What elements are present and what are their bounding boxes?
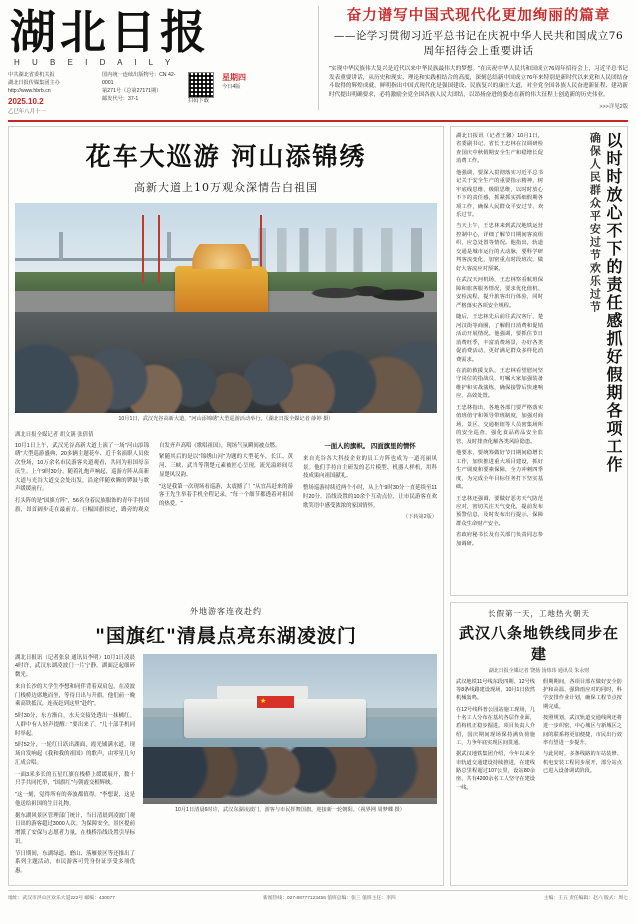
- lead-para-4: 来自光谷各大科技企业的员工方阵也成为一道亮丽风景。他们手持自主研发的芯片模型、机器人样机，用科技成果向祖国献礼。: [303, 455, 437, 480]
- masthead-issue: [102, 72, 180, 116]
- banner-pole-1: [142, 215, 144, 282]
- right-bottom-body: [456, 678, 622, 880]
- page-body: [8, 126, 628, 886]
- story2-body: [15, 654, 135, 879]
- issue-date: 2025.10.2: [8, 96, 44, 106]
- lead-subheadline: 高新大道上10万观众深情告白祖国: [134, 180, 318, 194]
- story2-kicker: 外地游客连夜赴约: [190, 606, 262, 616]
- masthead: [8, 6, 628, 122]
- masthead-meta: [8, 72, 318, 116]
- issue-line2: 第271号（总第27171期）: [102, 87, 162, 94]
- lead-headline[interactable]: 花车大巡游 河山添锦绣: [85, 141, 367, 171]
- lead-para-1: 打头阵的是"国旗方阵"，56名身着民族服饰的青年手持国旗，昂首阔步走在最前方。巨幅国旗掠过，路旁的观众自发齐声高唱《歌唱祖国》，现场气氛瞬间被点燃。: [15, 442, 281, 513]
- boat-graphic: [184, 699, 366, 738]
- lead-photo-caption: 10月1日，武汉光谷高新大道，"河山添锦绣"大型巡游活动举行。（湖北日报全媒记者 薛婷 摄）: [118, 415, 334, 422]
- bridge-tower-right: [167, 232, 171, 260]
- top-more-link[interactable]: >>>详见2版: [599, 103, 628, 110]
- lead-photo: [15, 203, 437, 413]
- publisher-line1: 中共湖北省委机关报: [8, 72, 55, 79]
- right-bottom-byline: 湖北日报全媒记者 饶扬 汤炜玮 通讯员 朱永财: [488, 667, 590, 674]
- photo2-people: [143, 747, 437, 798]
- story2-photo-caption: 10月1日清晨6时许，武汉东湖凌波门，游客与市民挥舞国旗，迎接新一轮朝阳。（视界网 周梦蝶 摄）: [175, 806, 405, 813]
- right-bottom-article: [450, 602, 628, 886]
- newspaper-pinyin: H U B E I D A I L Y: [14, 58, 176, 68]
- page-footer: [8, 890, 628, 901]
- publisher-url[interactable]: http://www.hbrb.cn: [8, 87, 51, 94]
- right-top-para-0: 他强调，要深入贯彻落实习近平总书记关于安全生产的重要指示精神，树牢底线思维、极限思维，以时时放心不下的责任感，抓紧抓实抓细假期各项工作，确保人民群众平安过节、欢乐过节。: [456, 169, 543, 219]
- right-bottom-para-1: 在12号线科普公园站施工现场，几十名工人分布在基坑各层作业面，盾构机正稳步掘进。项目负责人介绍，国庆期间现场保持满负荷施工，力争年底实现区间贯通。: [456, 706, 535, 746]
- qr-code-icon[interactable]: [188, 72, 214, 98]
- right-column: [444, 126, 628, 886]
- right-bottom-para-4: 按照规划，武汉轨道交通线网还将进一步织密，中心城区与新城区之间的联系将更加便捷，市民出行效率有望进一步提升。: [543, 715, 622, 746]
- story2-block: [15, 654, 437, 879]
- right-top-para-7: 王忠林还强调，要做好恶劣天气防范应对，密切关注天气变化，提前发布预警信息，及时发布出行提示，保障群众生命财产安全。: [456, 495, 543, 527]
- top-headline[interactable]: 奋力谱写中国式现代化更加绚丽的篇章: [346, 7, 611, 24]
- right-top-body: [456, 132, 548, 590]
- china-flag-icon: [257, 696, 293, 708]
- lead-jump-note: （下转第2版）: [402, 514, 437, 521]
- right-top-para-8: 省政府秘书长及有关部门负责同志参加调研。: [456, 532, 543, 547]
- story2-headline[interactable]: "国旗红"清晨点亮东湖凌波门: [95, 624, 357, 647]
- right-top-title-wrap: [548, 132, 622, 590]
- publisher-line2: 湖北日报传媒集团主办: [8, 80, 60, 87]
- story2-byline: 湖北日报讯（记者张泉 通讯员李明）10月1日凌晨4时许，武汉东湖凌波门一片宁静，湖面泛起细碎微光。: [15, 654, 135, 679]
- story2-para-0: 来自长沙的大学生李想和同伴背着双肩包，在凌波门栈桥边席地而坐，等待日出与升旗。他们前一晚乘高铁抵汉，连夜赶到这里"赴约"。: [15, 683, 135, 708]
- right-bottom-para-5: 与此同时，多条线路的车站装修、机电安装工程同步展开，部分站点已进入设备调试阶段。: [543, 751, 622, 774]
- right-top-dateline: 湖北日报讯（记者王馨）10月1日，省委副书记、省长王忠林在汉调研检查国庆中秋假期安全生产和稳增长促消费工作。: [456, 132, 543, 165]
- skyline-graphic: [251, 228, 437, 278]
- newspaper-title: 湖北日报: [10, 5, 210, 59]
- crowd-graphic: [15, 312, 437, 413]
- footer-hotline: 新闻热线：027-88777123456 值班总编：张三 值班主任：李四: [262, 895, 396, 901]
- issue-line1: 国内统一连续出版物号：CN 42-0001: [102, 72, 176, 87]
- lead-para-0: 10月1日上午，武汉光谷高新大道上演了一场"河山添锦绣"大型巡游盛典，20多辆主题花车、近千名演职人员依次登场，10万余名市民游客夹道观看，共同为祖国母亲庆生。上午9时30分，随着礼炮声响起，巡游方阵从高新大道与光谷大道交会处出发，沿途伴随欢腾的锣鼓与歌声缓缓前行。: [15, 442, 149, 493]
- right-bottom-para-0: 武汉地铁11号线东段四期、12号线等8条线路建设现场，10月1日依然机械轰鸣。: [456, 678, 535, 702]
- masthead-publisher: [8, 72, 94, 116]
- footer-editors: 主编：王五 责任编辑：赵六 版式：周七: [543, 895, 628, 901]
- right-top-headline[interactable]: 以时时放心不下的责任感抓好假期各项工作: [604, 131, 623, 474]
- right-top-para-1: 当天上午，王忠林来到武汉地铁运营控制中心，详细了解节日期间客流组织、应急处置等情况。他指出，轨道交通是城市运行的大动脉，要科学研判客流变化，加密重点时段班次，做好大客流应对预案。: [456, 223, 543, 272]
- right-top-article: [450, 126, 628, 596]
- lead-byline: 湖北日报全媒记者 胡文篪 张倩倩: [15, 431, 94, 438]
- weekday: 星期四: [222, 73, 246, 83]
- today-pages: 今日4版: [222, 84, 241, 91]
- right-top-para-4: 在消防救援支队，王忠林看望慰问坚守岗位的指战员，叮嘱大家加强装备维护和实战演练，确保接警后快速响应、高效处置。: [456, 367, 543, 400]
- lead-para-2: 紧随其后的是以"锦绣山河"为题的大型花车，长江、黄河、三峡、武当等荆楚元素被匠心呈现，流光溢彩间尽显楚风汉韵。: [159, 454, 293, 478]
- right-bottom-kicker: 长假第一天，工地热火朝天: [488, 608, 590, 618]
- top-subheadline: ——论学习贯彻习近平总书记在庆祝中华人民共和国成立76周年招待会上重要讲话: [333, 29, 624, 58]
- right-top-para-5: 王忠林指出，各地各部门要严格落实值班值守和领导带班制度，加强对商场、景区、交通枢纽等人员密集场所的安全巡查，强化食品药品安全监管，及时排查化解各类风险隐患。: [456, 404, 543, 445]
- lead-body: [15, 442, 437, 598]
- right-top-para-3: 随后，王忠林先后前往武汉客厅、楚河汉街等商圈，了解假日消费和促销活动开展情况。他强调，要抓住节日消费旺季，丰富消费场景，办好各类促消费活动，更好满足群众多样化消费需求。: [456, 314, 543, 363]
- masthead-left: [8, 6, 318, 116]
- story2-para-3: 一面3米多长的五星红旗在栈桥上缓缓展开，数十只手共同托举，"国旗红"与朝霞交相辉映。: [15, 771, 135, 787]
- lead-subhead-mid: 一面人的旗帜。 四面旗里的情怀: [324, 442, 416, 450]
- bridge-tower-left: [59, 232, 63, 260]
- right-top-subheadline: 确保人民群众平安过节欢乐过节: [588, 131, 602, 314]
- qr-label: 扫码下载: [188, 98, 209, 105]
- masthead-qr: [188, 72, 214, 116]
- story2-photo: [143, 654, 437, 804]
- story2-para-6: 节日期间，东湖绿道、磨山、落雁景区等还推出了系列主题活动，市民游客可凭身份证享受多项优惠。: [15, 850, 135, 875]
- lead-para-5: 整场巡游持续近两个小时，从上午9时30分一直延续至11时20分。沿线设置的10余个互动点位，让市民游客在欢歌笑语中感受浓浓的家国情怀。: [303, 485, 437, 509]
- story2-photo-wrap: [143, 654, 437, 879]
- top-body-text: "实现中华民族伟大复兴是近代以来中华民族最伟大的梦想。"在庆祝中华人民共和国成立76周年招待会上，习近平总书记发表重要讲话，从历史和现实、理论和实践相结合的高度，深刻总结新中国成立76年来特别是新时代以来党和人民团结奋斗取得的辉煌成就，鲜明指出中国式现代化是强国建设、民族复兴的康庄大道，对全党全国各族人民奋进新征程、建功新时代提出明确要求，必将激励全党全国各族人民大团结，以昂扬奋进的姿态在新的伟大征程上创造新的历史伟业。: [329, 66, 628, 99]
- right-bottom-para-2: 据武汉地铁集团介绍，今年以来全市轨道交通建设持续推进，在建线路总里程超过107公里，设站80余座，共有4200余名工人坚守在建设一线。: [456, 751, 535, 791]
- right-top-para-6: 他要求，要统筹做好节日期间稳增长工作，加快推进重大项目建设，抓好生产调度和要素保障，全力冲刺四季度，为完成全年目标任务打下坚实基础。: [456, 450, 543, 491]
- right-bottom-para-3: 假期期间，各项目部在做好安全防护和高温、强降雨应对的同时，科学安排作业计划，确保工程节点按期完成。: [543, 678, 622, 710]
- masthead-right: [318, 6, 628, 110]
- right-bottom-headline[interactable]: 武汉八条地铁线同步在建: [458, 623, 619, 663]
- dragon-float: [298, 274, 425, 312]
- lead-para-3: "这是我第一次现场看巡游，太震撼了！"从宜昌赶来的游客王先生举着手机全程记录，"每一个细节都透着对祖国的热爱。": [159, 483, 293, 508]
- story2-para-4: "这一刻，觉得所有的奔波都值得。"李想说，这是他送给祖国的生日礼物。: [15, 792, 135, 807]
- masthead-weekday: [222, 72, 246, 116]
- left-column: [8, 126, 444, 886]
- issue-line3: 邮发代号：37-1: [102, 95, 139, 102]
- lunar-date: 乙巳年八月十一: [8, 108, 46, 115]
- banner-pole-2: [158, 215, 160, 282]
- footer-address: 地址：武汉市洪山区欢乐大道222号 邮编：430077: [8, 895, 115, 901]
- right-top-para-2: 在武汉天河机场，王忠林察看航班保障和旅客服务情况，要求优化值机、安检流程，提升旅客出行体验，同时严格落实各项安全规程。: [456, 277, 543, 309]
- story2-para-1: 5时30分，东方渐白，水天交接处透出一抹橘红。人群中有人轻声提醒："要出来了。"几十部手机同时举起。: [15, 713, 135, 737]
- story2-para-5: 据东湖风景区管理部门统计，当日清晨到凌波门观日出的游客超过3000人次。为保障安全，景区提前增派了安保与志愿者力量，在栈桥沿线设置引导标识。: [15, 812, 135, 845]
- story2-para-2: 5时52分，一轮红日跃出湖面，霞光铺满水道。现场自发响起《我和我的祖国》的歌声，由零星几句汇成合唱。: [15, 742, 135, 766]
